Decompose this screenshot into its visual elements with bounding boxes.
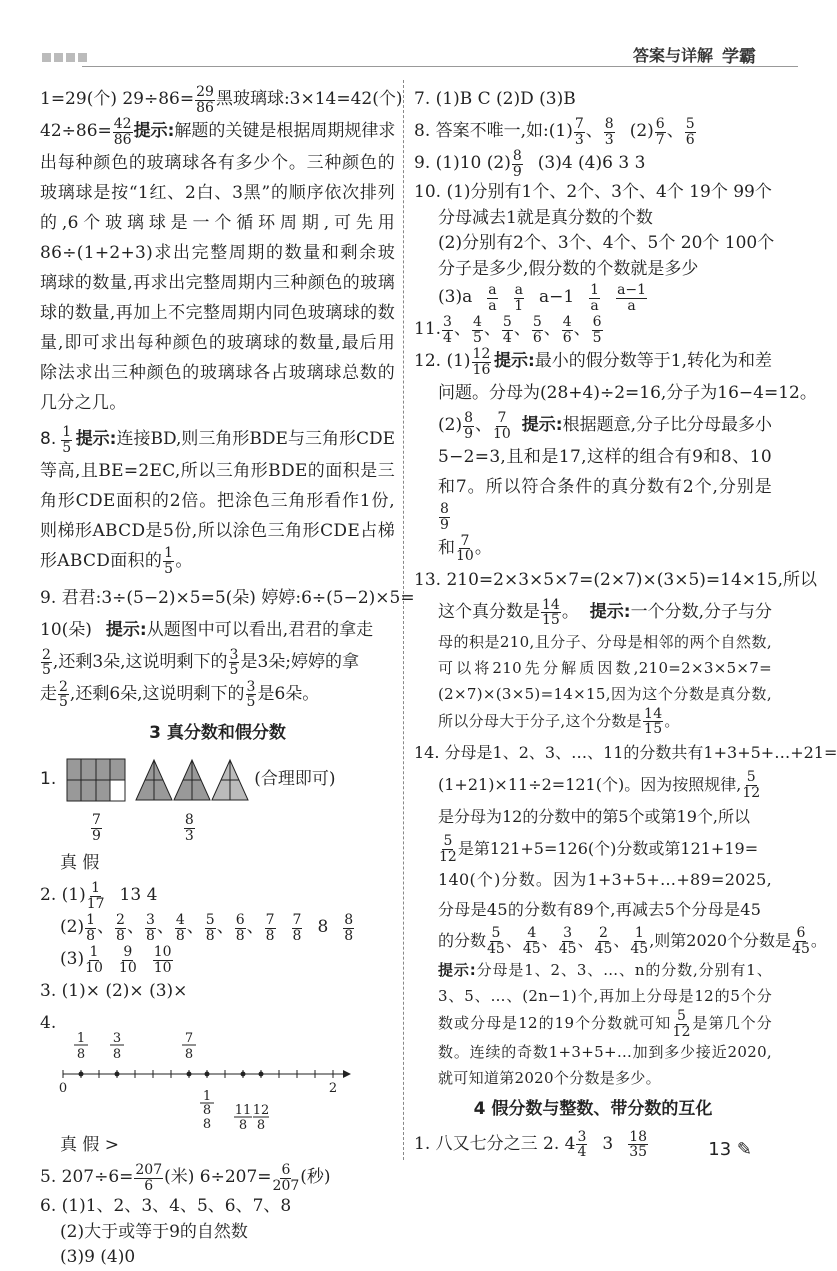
answer-line: 1. 八又七分之三 2. 4 3 4 3 18 35 <box>414 1128 648 1161</box>
svg-text:8: 8 <box>256 1118 266 1134</box>
svg-text:8: 8 <box>202 1117 212 1133</box>
answer-line <box>40 752 395 808</box>
answer-line: 12. (1) 12 16 提示: 最小的假分数等于1,转化为和差 <box>414 345 772 378</box>
fraction: 1 5 <box>62 423 72 456</box>
header-mark <box>66 53 75 62</box>
left-column <box>40 83 415 1271</box>
answer-line: (2) 8 9 、 7 10 提示: 根据题意,分子比分母最多小 <box>438 409 772 442</box>
answer-line: (3)a a a a 1 a−1 1 a a−1 a <box>438 281 647 314</box>
answer-line: 走 2 5 ,还剩6朵,这说明剩下的 3 5 是6朵。 <box>40 678 320 711</box>
answer-line: 8. 答案不唯一,如:(1) 7 3 、 8 3 (2) 6 7 、 5 6 <box>414 115 695 148</box>
column-divider <box>403 80 404 1160</box>
hint-label: 提示: <box>133 121 175 142</box>
text: 1=29(个) 29÷86= <box>40 89 195 110</box>
text: 连接BD,则三角形BDE与三角形CDE <box>116 429 395 450</box>
answer-line: (2)分别有2个、3个、4个、5个 20个 100个 <box>438 233 775 253</box>
answer-line: 140(个)分数。因为1+3+5+…+89=2025,分母是45的分数有89个,再减去5个分母是45 <box>438 870 772 920</box>
svg-text:8: 8 <box>112 1047 122 1063</box>
note: (合理即可) <box>254 769 336 790</box>
answer-line: 真 假 > <box>60 1135 120 1156</box>
answer-line <box>40 83 403 116</box>
answer-line <box>40 424 395 456</box>
page-header <box>40 40 768 68</box>
answer-line: 分子是多少,假分数的个数就是多少 <box>438 258 699 279</box>
header-mark <box>42 53 51 62</box>
answer-line: 分母减去1就是真分数的个数 <box>438 207 653 228</box>
answer-line <box>40 615 395 647</box>
header-brand: 学霸 <box>722 47 756 67</box>
section-title: 4 假分数与整数、带分数的互化 <box>473 1099 713 1120</box>
text: 黑玻璃球:3×14=42(个) <box>215 89 403 110</box>
svg-text:0: 0 <box>58 1081 68 1097</box>
answer-line: 这个真分数是 14 15 。 提示: 一个分数,分子与分 <box>438 596 772 629</box>
answer-line: (3)9 (4)0 <box>60 1247 136 1268</box>
number-line <box>58 1030 358 1134</box>
answer-line: 13. 210=2×3×5×7=(2×7)×(3×5)=14×15,所以 <box>414 569 818 590</box>
answer-line: (3) 1 10 9 10 10 10 <box>60 944 172 976</box>
text: 从题图中可以看出,君君的拿走 <box>146 619 374 640</box>
answer-line: 5. 207÷6= $\frac{207}{6}$ (米) 6÷207= $\frac{6}{207}$ (秒) <box>40 1162 331 1194</box>
answer-line: 42÷86= $\frac{42}{86}$ 提示: 解题的关键是根据周期规律求 <box>40 115 396 148</box>
triangle-figure <box>134 758 254 802</box>
question-number: 1. <box>40 769 57 790</box>
answer-line: (2) 1 8 、 2 8 、 3 8 、 4 8 、 5 8 、 6 8 、 7 8 7 8 8 8 8 <box>60 912 354 944</box>
header-rule <box>82 66 798 67</box>
svg-text:1: 1 <box>76 1031 86 1047</box>
answer-line: (2)大于或等于9的自然数 <box>60 1221 248 1242</box>
hint-label: 提示: <box>75 429 117 450</box>
header-title: 答案与详解 <box>632 46 713 65</box>
answer-line: 4. <box>40 1013 57 1034</box>
svg-text:12: 12 <box>252 1103 270 1119</box>
page-number: 13 ✎ <box>708 1139 752 1160</box>
answer-line: 和 7 10 。 <box>438 532 492 565</box>
answer-line: 5 12 是第121+5=126(个)分数或第121+19= <box>439 832 759 865</box>
answer-line: 的分数 5 45 、 4 45 、 3 45 、 2 45 、 1 45 ,则第2020个分数是 6 45 。 <box>438 924 827 957</box>
answer-line: 2 5 ,还剩3朵,这说明剩下的 3 5 是3朵;婷婷的拿 <box>42 646 360 679</box>
right-column <box>414 84 837 1161</box>
answer-line: 7 9 8 3 <box>92 812 194 844</box>
text: 10(朵) <box>40 619 92 640</box>
answer-line: 是分母为12的分数中的第5个或第19个,所以 <box>438 807 750 827</box>
hint-paragraph: 母的积是210,且分子、分母是相邻的两个自然数,可以将210先分解质因数,210=2×3×5×7=(2×7)×(3×5)=14×15,因为这个分数是真分数,所以分母大于分子,这个分数是 $\frac{14}{15}$ 。 <box>438 632 772 738</box>
answer-line: 9. (1)10 (2) 8 9 (3)4 (4)6 3 3 <box>414 147 646 180</box>
answer-line: 7. (1)B C (2)D (3)B <box>414 89 576 110</box>
grid-figure <box>66 758 126 802</box>
answer-line: 10. (1)分别有1个、2个、3个、4个 19个 99个 <box>414 182 772 202</box>
fraction: $\frac{29}{86}$ <box>196 83 214 116</box>
section-title: 3 真分数和假分数 <box>149 722 286 743</box>
hint-paragraph: 等高,且BE=2EC,所以三角形BDE的面积是三角形CDE面积的2倍。把涂色三角形看作1份,则梯形ABCD是5份,所以涂色三角形CDE占梯形ABCD面积的 $\frac{1}{5}$ 。 <box>40 461 395 577</box>
answer-line: 2. (1) 1 17 13 4 <box>40 880 158 912</box>
svg-text:3: 3 <box>112 1031 122 1047</box>
hint-paragraph: 出每种颜色的玻璃球各有多少个。三种颜色的玻璃球是按“1红、2白、3黑”的顺序依次排列的,6个玻璃球是一个循环周期,可先用86÷(1+2+3)求出完整周期的数量和剩余玻璃球的数量,再求出完整周期内三种颜色的玻璃球的数量,再加上不完整周期内同色玻璃球的数量,即可求出每种颜色的玻璃球的数量,最后用除法求出三种颜色的玻璃球各占玻璃球总数的几分之几。 <box>40 153 395 413</box>
svg-text:2: 2 <box>328 1081 338 1097</box>
svg-text:8: 8 <box>184 1047 194 1063</box>
svg-text:1: 1 <box>202 1089 212 1105</box>
svg-text:8: 8 <box>76 1047 86 1063</box>
fraction: $\frac{42}{86}$ <box>113 115 132 148</box>
answer-line: 问题。分母为(28+4)÷2=16,分子为16−4=12。 <box>438 383 817 404</box>
header-mark <box>54 53 63 62</box>
hint-paragraph: 5−2=3,且和是17,这样的组合有9和8、10和7。所以符合条件的真分数有2个,分别是 $\frac{8}{9}$ <box>438 447 772 533</box>
answer-line: 11. 3 4 、 4 5 、 5 4 、 5 6 、 4 6 、 6 5 <box>414 313 602 346</box>
text: 9. 君君:3÷(5−2)×5=5(朵) 婷婷:6÷(5−2)×5= <box>40 587 415 608</box>
answer-line: 真 假 <box>60 853 100 874</box>
hint-paragraph: 提示:分母是1、2、3、…、n的分数,分别有1、3、5、…、(2n−1)个,再加上分母是12的5个分数或分母是12的19个分数就可知 $\frac{5}{12}$ 是第几个分数。连续的奇数1+3+5+…加到多少接近2020,就可知道第2020个分数是多少。 <box>438 961 772 1088</box>
answer-line: (1+21)×11÷2=121(个)。因为按照规律, 5 12 <box>438 768 761 801</box>
answer-line <box>40 583 415 615</box>
answer-line: 6. (1)1、2、3、4、5、6、7、8 <box>40 1196 292 1217</box>
header-mark <box>78 53 87 62</box>
svg-text:11: 11 <box>234 1103 252 1119</box>
question-number: 8. <box>40 429 57 450</box>
svg-text:8: 8 <box>238 1118 248 1134</box>
text: 解题的关键是根据周期规律求 <box>174 121 396 142</box>
svg-text:8: 8 <box>202 1103 212 1119</box>
answer-line: 14. 分母是1、2、3、…、11的分数共有1+3+5+…+21= <box>414 743 837 763</box>
answer-line: 3. (1)× (2)× (3)× <box>40 981 188 1002</box>
svg-text:7: 7 <box>184 1031 194 1047</box>
hint-label: 提示: <box>105 619 147 640</box>
pencil-icon: ✎ <box>736 1139 752 1160</box>
